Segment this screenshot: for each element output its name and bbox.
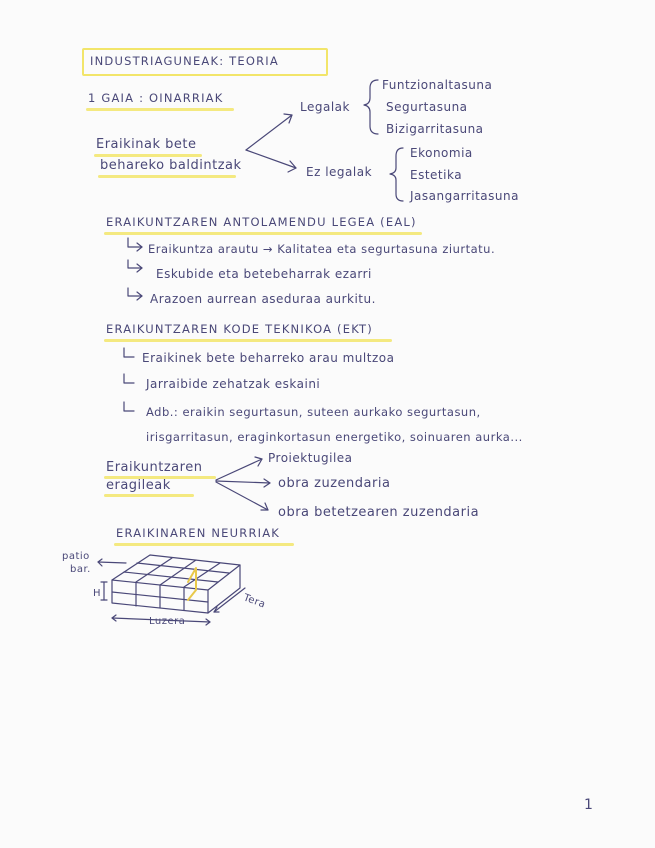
eal-heading: ERAIKUNTZAREN ANTOLAMENDU LEGEA (EAL)	[106, 215, 417, 229]
agent-item: Proiektugilea	[268, 451, 353, 465]
ekt-hook-arrows	[124, 348, 134, 411]
legal-label: Legalak	[300, 100, 350, 114]
non-legal-label: Ez legalak	[306, 165, 373, 179]
label-patio: patio	[62, 551, 90, 562]
legal-item: Segurtasuna	[386, 100, 468, 114]
requirements-topic-line1: Eraikinak bete	[96, 137, 197, 152]
agents-topic-line1: Eraikuntzaren	[106, 460, 203, 475]
ekt-item: Eraikinek bete beharreko arau multzoa	[142, 351, 395, 365]
label-patio-2: bar.	[70, 564, 91, 575]
legal-item: Funtzionaltasuna	[382, 78, 493, 92]
dimensions-heading: ERAIKINAREN NEURRIAK	[116, 526, 281, 540]
agents-arrows	[216, 457, 270, 510]
non-legal-item: Ekonomia	[410, 146, 473, 160]
page-title: INDUSTRIAGUNEAK: TEORIA	[90, 54, 279, 68]
agent-item: obra betetzearen zuzendaria	[278, 505, 480, 520]
ekt-item: irisgarritasun, eraginkortasun energetiko, soinuaren aurka...	[146, 430, 523, 444]
non-legal-brace-icon	[390, 148, 403, 201]
ekt-heading: ERAIKUNTZAREN KODE TEKNIKOA (EKT)	[106, 322, 373, 336]
non-legal-item: Estetika	[410, 168, 463, 182]
label-length: Luzera	[149, 616, 186, 627]
label-height: H	[93, 588, 102, 599]
eal-item: Arazoen aurrean aseduraa aurkitu.	[150, 292, 376, 306]
chapter-heading: 1 GAIA : OINARRIAK	[88, 91, 224, 105]
ekt-item: Adb.: eraikin segurtasun, suteen aurkako segurtasun,	[146, 405, 481, 419]
legal-item: Bizigarritasuna	[386, 122, 484, 136]
eal-hook-arrows	[128, 238, 142, 300]
eal-item: Eraikuntza arautu → Kalitatea eta segurtasuna ziurtatu.	[148, 242, 496, 256]
requirements-topic-line2: behareko baldintzak	[100, 158, 242, 173]
building-box-icon	[98, 555, 245, 625]
agent-item: obra zuzendaria	[278, 476, 391, 491]
page-number: 1	[584, 797, 594, 813]
non-legal-item: Jasangarritasuna	[410, 189, 519, 203]
ekt-item: Jarraibide zehatzak eskaini	[146, 377, 321, 391]
label-width: Tera	[241, 592, 268, 611]
legal-brace-icon	[364, 80, 378, 134]
agents-topic-line2: eragileak	[106, 478, 171, 493]
eal-item: Eskubide eta betebeharrak ezarri	[156, 267, 372, 281]
requirements-arrows	[246, 114, 296, 172]
